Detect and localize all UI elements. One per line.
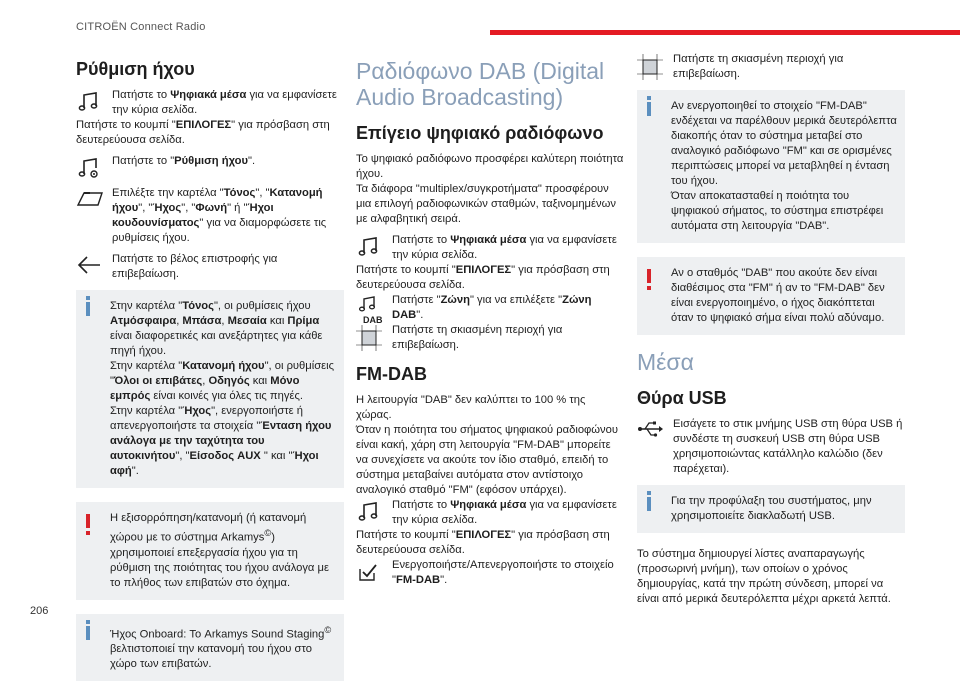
checkbox-icon [356,560,382,586]
info-icon [647,102,651,116]
info-box-fm-dab: Αν ενεργοποιηθεί το στοιχείο "FM-DAB" ενδέχεται να παρέλθουν μερικά δευτερόλεπτα διακοπής όταν το σύστημα μεταβεί στο αναλογικό ραδιόφωνο "FM" και σε ορισμένες περιπτώσεις μπορεί να μεταβληθεί η ένταση του ήχου. Όταν αποκατασταθεί η ποιότητα του ψηφιακού σήματος, το σύστημα επιστρέφει αυτόματα στη λειτουργία "DAB". [637,90,905,243]
tab-icon [76,188,102,214]
step-confirm-shaded: Πατήστε τη σκιασμένη περιοχή για επιβεβαίωση. [356,323,624,353]
info-icon [86,626,90,640]
warning-box-dab: Αν ο σταθμός "DAB" που ακούτε δεν είναι διαθέσιμος στα "FM" ή αν το "FM-DAB" δεν είναι ενεργοποιημένο, ο ήχος διακόπτεται όταν το ψηφιακό σήμα είναι πολύ αδύναμο. [637,257,905,335]
shaded-area-icon [637,54,663,80]
dab-radio-icon [356,295,386,325]
warning-icon [647,269,651,283]
chapter-title-media: Μέσα [637,349,694,375]
section-heading-usb: Θύρα USB [637,388,727,408]
step-insert-usb: Εισάγετε το στικ μνήμης USB στη θύρα USB ή συνδέστε τη συσκευή USB στη θύρα USB χρησιμοποιώντας κατάλληλο καλώδιο (δεν παρέχεται). [637,417,905,477]
paragraph: Όταν η ποιότητα του σήματος ψηφιακού ραδιοφώνου είναι κακή, χάρη στη λειτουργία "FM-DAB" μπορείτε να συνεχίσετε να ακούτε τον ίδιο σταθμό, επειδή το σύστημα μεταβαίνει αυτόματα στον αντίστοιχο αναλογικό σταθμό "FM" (εφόσον υπάρχει). [356,424,618,496]
info-icon [86,302,90,316]
column-1 [76,52,344,695]
section-heading-sound-settings: Ρύθμιση ήχου [76,59,195,79]
music-note-icon [76,90,102,116]
section-heading-fm-dab: FM-DAB [356,364,427,384]
music-note-icon [356,235,382,261]
page-number: 206 [30,605,49,617]
info-box-onboard: Ήχος Onboard: Το Arkamys Sound Staging© βελτιστοποιεί την κατανομή του ήχου στο χώρο των επιβατών. [76,614,344,682]
chapter-title-dab: Ραδιόφωνο DAB (Digital Audio Broadcasting) [356,58,605,110]
step-digital-media: Πατήστε το Ψηφιακά μέσα για να εμφανίσετε την κύρια σελίδα. [76,88,344,118]
usb-icon [637,419,663,445]
step-confirm-back: Πατήστε το βέλος επιστροφής για επιβεβαίωση. [76,252,344,282]
column-2 [356,52,624,588]
back-arrow-icon [76,254,102,280]
info-box-usb-hub: Για την προφύλαξη του συστήματος, μην χρησιμοποιείτε διακλαδωτή USB. [637,485,905,533]
paragraph: Το σύστημα δημιουργεί λίστες αναπαραγωγής (προσωρινή μνήμη), των οποίων ο χρόνος δημιουργίας, κατά την πρώτη σύνδεση, μπορεί να είναι από μερικά δευτερόλεπτα μέχρι αρκετά λεπτά. [637,548,891,605]
step-select-tab: Επιλέξτε την καρτέλα "Τόνος", "Κατανομή ήχου", "Ήχος", "Φωνή" ή "Ήχοι κουδουνίσματος" για να διαμορφώσετε τις ρυθμίσεις ήχου. [76,186,344,246]
paragraph: Το ψηφιακό ραδιόφωνο προσφέρει καλύτερη ποιότητα ήχου. [356,153,624,180]
step-options: Πατήστε το κουμπί "ΕΠΙΛΟΓΕΣ" για πρόσβαση στη δευτερεύουσα σελίδα. [76,119,330,146]
warning-icon [86,514,90,528]
document-header: CITROËN Connect Radio [76,21,206,33]
step-options: Πατήστε το κουμπί "ΕΠΙΛΟΓΕΣ" για πρόσβαση στη δευτερεύουσα σελίδα. [356,264,610,291]
paragraph: Τα διάφορα "multiplex/συγκροτήματα" προσφέρουν μια επιλογή ραδιοφωνικών σταθμών, ταξινομημένων με αλφαβητική σειρά. [356,183,616,225]
step-digital-media: Πατήστε το Ψηφιακά μέσα για να εμφανίσετε την κύρια σελίδα. [356,498,624,528]
shaded-area-icon [356,325,382,351]
step-options: Πατήστε το κουμπί "ΕΠΙΛΟΓΕΣ" για πρόσβαση στη δευτερεύουσα σελίδα. [356,529,610,556]
column-3 [637,52,905,607]
step-confirm-shaded: Πατήστε τη σκιασμένη περιοχή για επιβεβαίωση. [637,52,905,82]
dab-label: DAB [363,315,383,325]
paragraph: Η λειτουργία "DAB" δεν καλύπτει το 100 % της χώρας. [356,394,586,421]
step-band-dab: DAB Πατήστε "Ζώνη" για να επιλέξετε "Ζώνη DAB". [356,293,624,323]
music-note-icon [356,500,382,526]
warning-box-arkamys: Η εξισορρόπηση/κατανομή (ή κατανομή χώρου με το σύστημα Arkamys©) χρησιμοποιεί επεξεργασία ήχου για τη ρύθμιση της ποιότητας του ήχου ανάλογα με το πλήθος των επιβατών στο όχημα. [76,502,344,600]
step-digital-media: Πατήστε το Ψηφιακά μέσα για να εμφανίσετε την κύρια σελίδα. [356,233,624,263]
step-sound-settings: Πατήστε το "Ρύθμιση ήχου". [76,154,344,180]
accent-bar [490,30,960,35]
info-box-tone: Στην καρτέλα "Τόνος", οι ρυθμίσεις ήχου Ατμόσφαιρα, Μπάσα, Μεσαία και Πρίμα είναι διαφορετικές και ανεξάρτητες για κάθε πηγή ήχου. Στην καρτέλα "Κατανομή ήχου", οι ρυθμίσεις "Όλοι οι επιβάτες, Οδηγός και Μόνο εμπρός είναι κοινές για όλες τις πηγές. Στην καρτέλα "Ήχος", ενεργοποιήστε ή απενεργοποιήστε τα στοιχεία "Ένταση ήχου ανάλογα με την ταχύτητα του αυτοκινήτου", "Είσοδος AUX " και "Ήχοι αφή". [76,290,344,488]
step-toggle-fm-dab: Ενεργοποιήστε/Απενεργοποιήστε το στοιχείο "FM-DAB". [356,558,624,588]
section-heading-digital-radio: Επίγειο ψηφιακό ραδιόφωνο [356,123,604,143]
info-icon [647,497,651,511]
music-settings-icon [76,156,102,182]
